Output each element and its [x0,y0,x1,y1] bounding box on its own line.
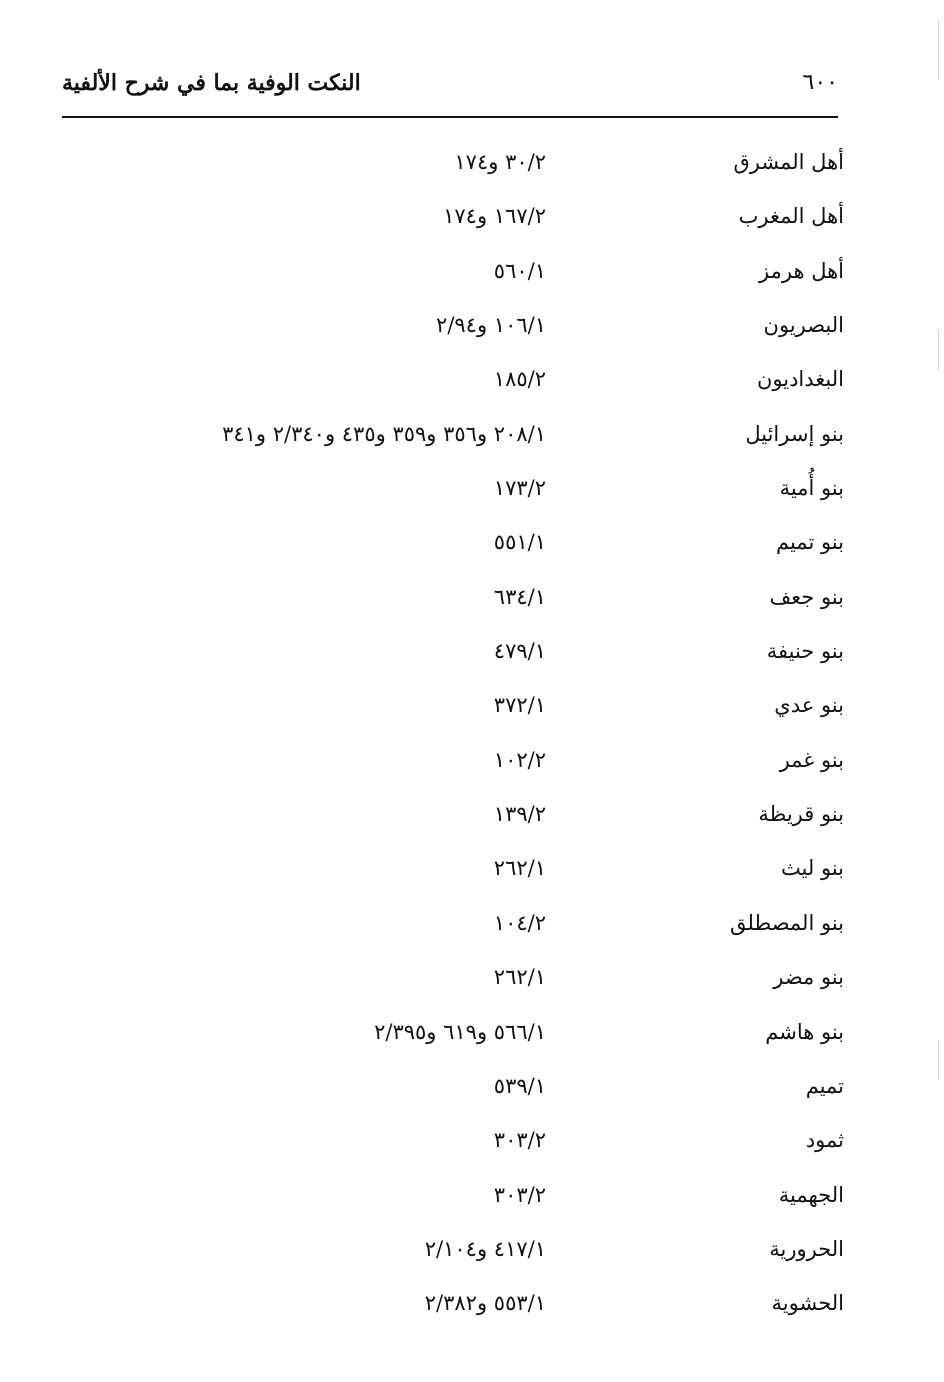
entry-name: بنو جعف [769,584,844,609]
entry-name: بنو مضر [773,965,844,990]
entry-name: الحشوية [771,1291,844,1316]
index-entry [0,631,944,685]
entry-name: بنو المصطلق [730,910,844,935]
index-entry [0,794,944,848]
index-list [0,142,944,1338]
index-entry [0,414,944,468]
entry-name: بنو حنيفة [766,639,844,664]
index-entry [0,685,944,739]
entry-page-refs: ٢٦٢/١ [493,965,546,990]
entry-name: الجهمية [778,1182,844,1207]
entry-page-refs: ١٠٦/١ و٢/٩٤ [436,313,546,338]
index-entry [0,1283,944,1337]
entry-page-refs: ١٣٩/٢ [493,802,546,827]
entry-name: ثمود [805,1128,844,1153]
scan-margin-mark [938,20,939,80]
entry-page-refs: ٥٥١/١ [493,530,546,555]
index-entry [0,740,944,794]
index-entry [0,142,944,196]
entry-page-refs: ١٦٧/٢ و١٧٤ [443,204,546,229]
entry-page-refs: ٤١٧/١ و٢/١٠٤ [424,1236,546,1261]
index-entry [0,196,944,250]
entry-page-refs: ٣٠/٢ و١٧٤ [454,150,546,174]
index-entry [0,251,944,305]
entry-page-refs: ٥٥٣/١ و٢/٣٨٢ [424,1291,546,1316]
entry-page-refs: ٤٧٩/١ [493,639,546,664]
entry-name: بنو غمر [779,747,844,772]
page-number: ٦٠٠ [802,70,838,95]
entry-page-refs: ٢٠٨/١ و٣٥٦ و٣٥٩ و٤٣٥ و٢/٣٤٠ و٣٤١ [222,421,546,446]
entry-page-refs: ٦٣٤/١ [493,584,546,609]
entry-page-refs: ٣٠٣/٢ [493,1128,546,1153]
entry-name: بنو إسرائيل [745,421,844,446]
entry-name: بنو قريظة [758,802,844,827]
index-entry [0,903,944,957]
index-entry [0,1229,944,1283]
entry-page-refs: ٥٦٦/١ و٦١٩ و٢/٣٩٥ [374,1019,546,1044]
entry-name: البغداديون [756,367,844,392]
entry-name: البصريون [763,313,844,338]
scan-margin-mark [938,1040,939,1080]
index-entry [0,848,944,902]
entry-name: بنو أُمية [779,476,844,501]
book-title: النكت الوفية بما في شرح الألفية [62,70,361,96]
entry-page-refs: ٥٦٠/١ [493,258,546,283]
entry-page-refs: ٣٠٣/٢ [493,1182,546,1207]
entry-name: بنو هاشم [765,1019,844,1044]
header-divider [62,116,838,118]
entry-page-refs: ١٠٤/٢ [493,910,546,935]
entry-name: الحرورية [769,1236,844,1261]
index-entry [0,1066,944,1120]
page-header [62,66,838,106]
scan-margin-mark [938,330,939,370]
index-entry [0,577,944,631]
index-entry [0,1175,944,1229]
entry-page-refs: ١٠٢/٢ [493,747,546,772]
entry-name: تميم [805,1073,844,1098]
entry-page-refs: ٢٦٢/١ [493,856,546,881]
index-entry [0,957,944,1011]
entry-page-refs: ١٧٣/٢ [493,476,546,501]
entry-name: بنو عدي [774,693,844,718]
entry-name: أهل المشرق [733,150,844,174]
index-entry [0,359,944,413]
index-entry [0,1120,944,1174]
entry-name: بنو تميم [775,530,844,555]
index-entry [0,468,944,522]
index-entry [0,305,944,359]
entry-page-refs: ٣٧٢/١ [493,693,546,718]
index-entry [0,1012,944,1066]
entry-name: أهل المغرب [738,204,844,229]
entry-page-refs: ٥٣٩/١ [493,1073,546,1098]
entry-page-refs: ١٨٥/٢ [493,367,546,392]
entry-name: أهل هرمز [759,258,844,283]
index-entry [0,522,944,576]
entry-name: بنو ليث [780,856,844,881]
